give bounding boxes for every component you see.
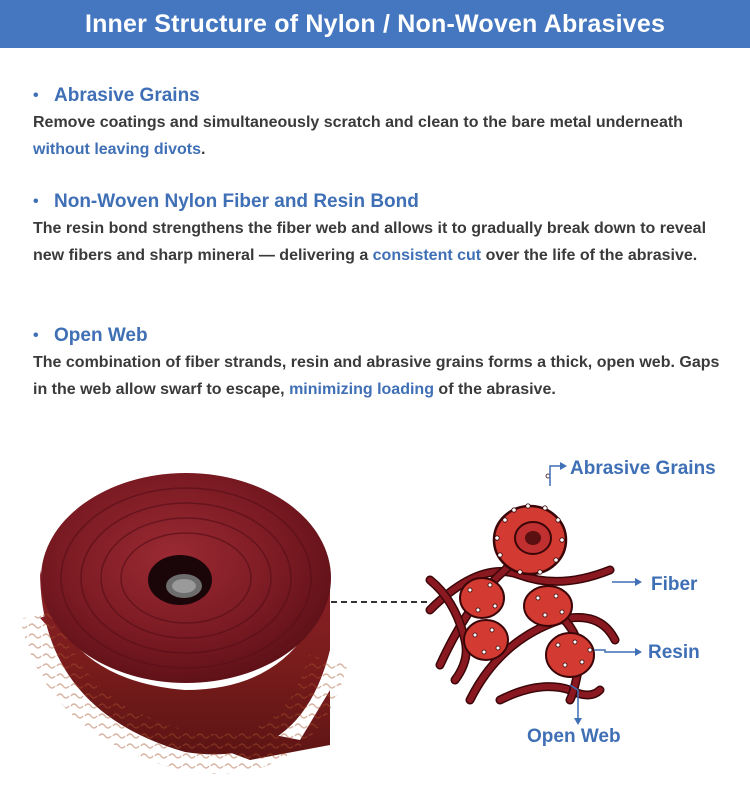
page-title: Inner Structure of Nylon / Non-Woven Abrasives xyxy=(84,9,666,38)
body-text-end: of the abrasive. xyxy=(433,381,556,398)
bullet-icon: • xyxy=(33,193,39,210)
bullet-icon: • xyxy=(33,327,39,344)
label-abrasive-grains: Abrasive Grains xyxy=(570,458,716,479)
body-text: The combination of fiber strands, resin and abrasive grains forms a thick, open web. Gaps in the web allow swarf to escape, xyxy=(33,354,720,398)
body-text-end: over the life of the abrasive. xyxy=(481,247,698,264)
section-heading: Open Web xyxy=(54,325,148,346)
body-text-end: . xyxy=(201,141,206,158)
body-highlight: without leaving divots xyxy=(33,141,202,158)
body-highlight: consistent cut xyxy=(372,247,482,264)
label-fiber: Fiber xyxy=(651,574,698,595)
label-resin: Resin xyxy=(648,642,700,663)
section-heading: Abrasive Grains xyxy=(54,85,200,106)
section-heading: Non-Woven Nylon Fiber and Resin Bond xyxy=(54,191,419,212)
label-open-web: Open Web xyxy=(527,726,621,747)
body-text: Remove coatings and simultaneously scratch and clean to the bare metal underneath xyxy=(33,114,683,131)
bullet-icon: • xyxy=(33,87,39,104)
body-text: The resin bond strengthens the fiber web and allows it to gradually break down to reveal new fibers and sharp mineral — delivering a xyxy=(33,220,707,264)
body-highlight: minimizing loading xyxy=(289,381,434,398)
